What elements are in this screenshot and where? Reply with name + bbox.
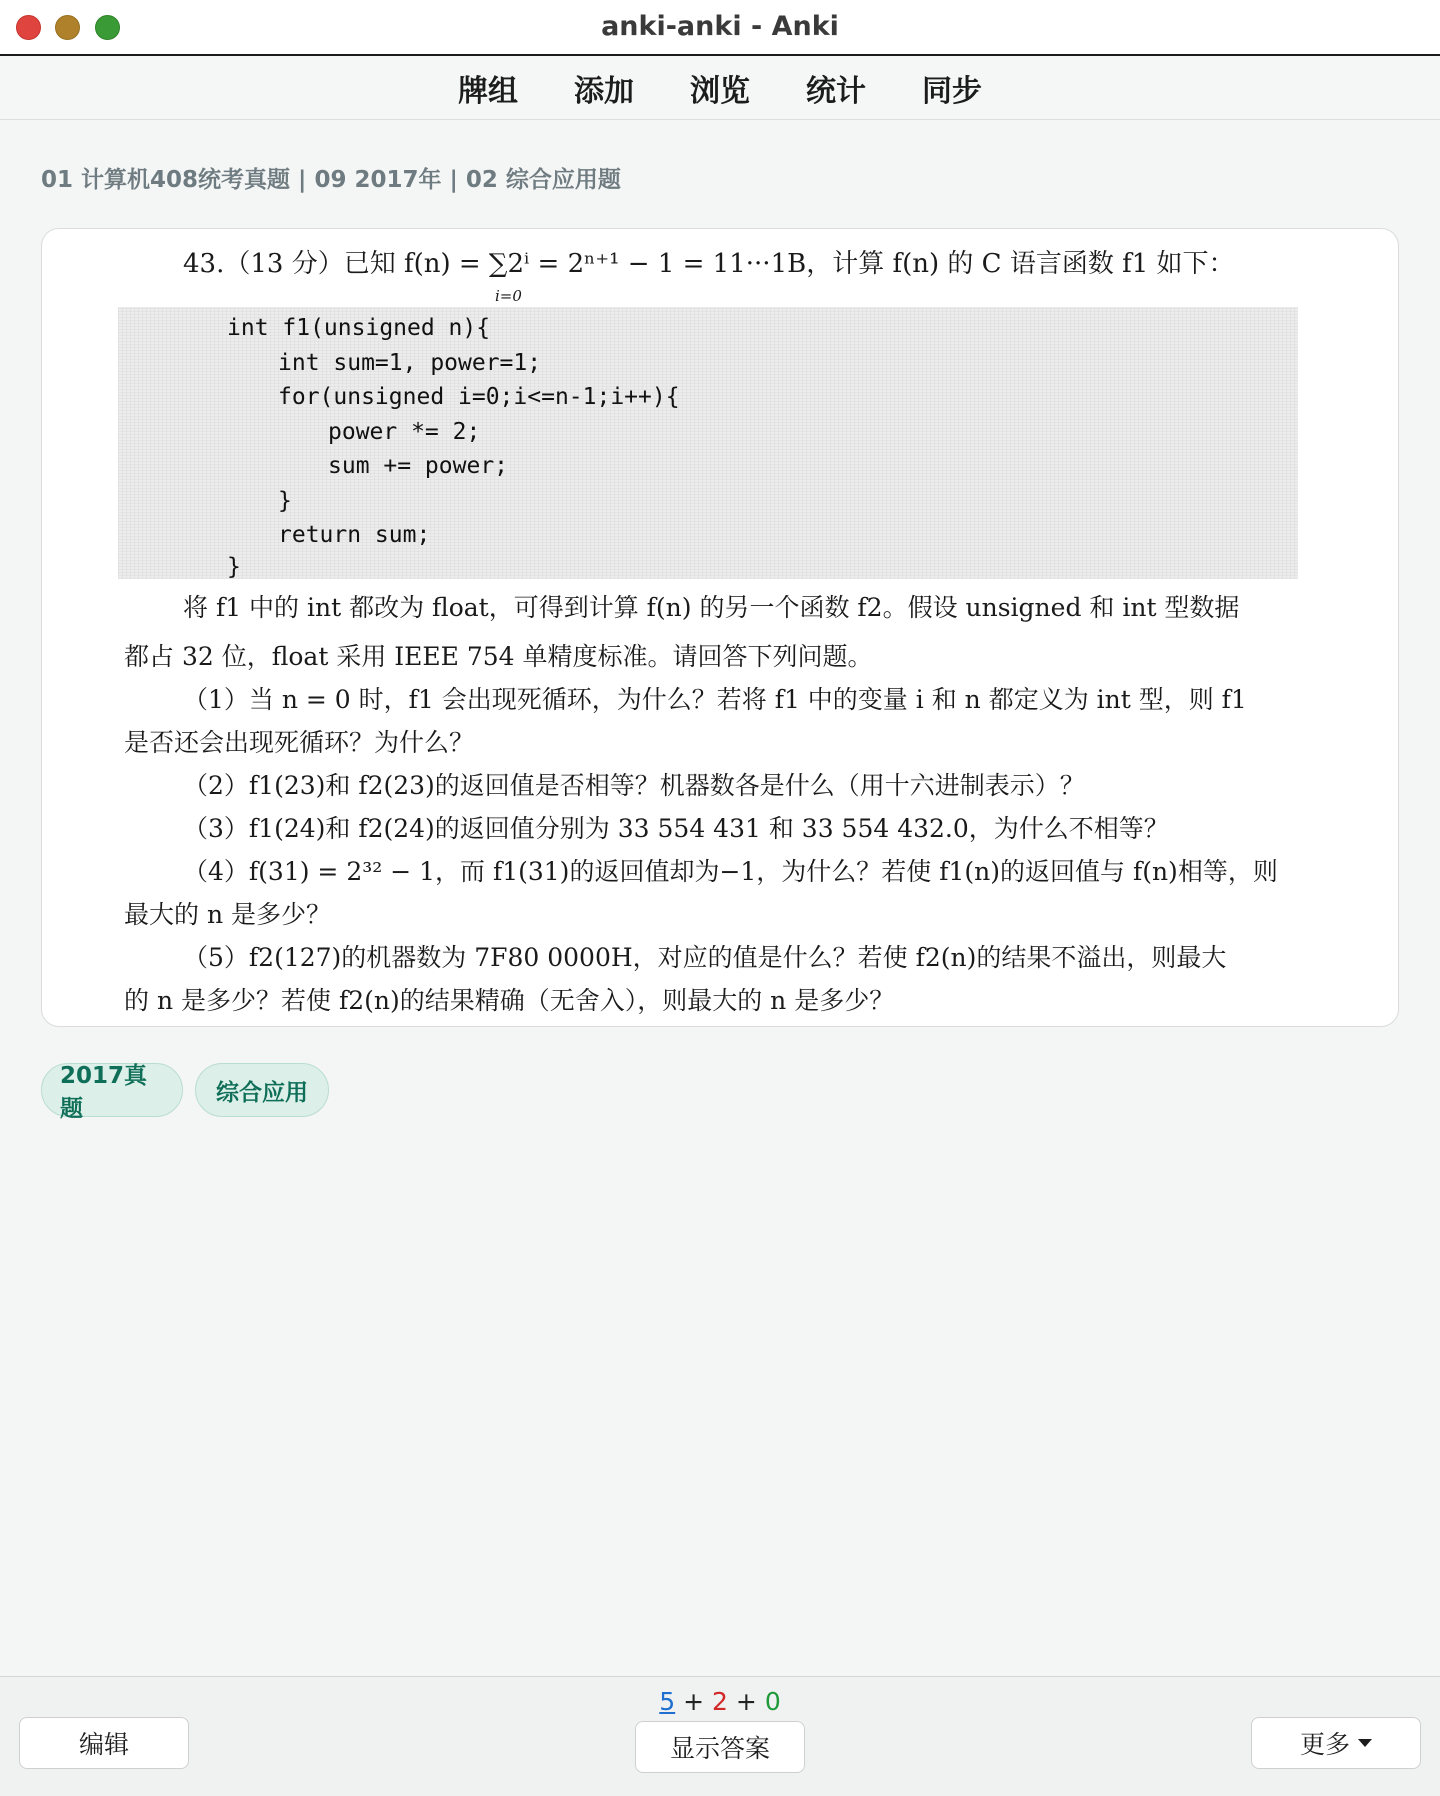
code-line: int f1(unsigned n){ — [227, 315, 491, 341]
count-separator: + — [683, 1687, 705, 1716]
deck-path-breadcrumb: 01 计算机408统考真题 | 09 2017年 | 02 综合应用题 — [41, 167, 621, 193]
window-title: anki-anki - Anki — [601, 11, 839, 42]
more-button-label: 更多 — [1299, 1730, 1350, 1759]
body-line: 的 n 是多少？若使 f2(n)的结果精确（无舍入），则最大的 n 是多少？ — [124, 986, 895, 1015]
sum-subscript: i=0 — [495, 287, 522, 305]
toolbar-tab-browse[interactable]: 浏览 — [690, 73, 750, 109]
toolbar-tab-sync[interactable]: 同步 — [922, 73, 982, 109]
edit-button[interactable] — [19, 1717, 189, 1769]
count-new: 5 — [659, 1687, 676, 1716]
show-answer-button[interactable] — [635, 1721, 805, 1773]
card-question — [41, 228, 1399, 1027]
tag-comprehensive[interactable]: 综合应用 — [195, 1063, 329, 1117]
code-line: int sum=1, power=1; — [278, 350, 542, 376]
body-line: 都占 32 位，float 采用 IEEE 754 单精度标准。请回答下列问题。 — [124, 642, 873, 671]
body-line: 是否还会出现死循环？为什么？ — [124, 728, 475, 757]
toolbar-tab-decks[interactable]: 牌组 — [458, 73, 518, 109]
title-bar — [0, 0, 1440, 56]
code-line: } — [227, 554, 241, 580]
code-line: return sum; — [278, 522, 431, 548]
count-review: 0 — [764, 1687, 781, 1716]
body-line: 将 f1 中的 int 都改为 float，可得到计算 f(n) 的另一个函数 f2。假设 unsigned 和 int 型数据 — [183, 593, 1240, 622]
body-line: （3）f1(24)和 f2(24)的返回值分别为 33 554 431 和 33 554 432.0，为什么不相等？ — [183, 814, 1169, 843]
show-answer-label: 显示答案 — [669, 1734, 770, 1763]
body-line: （1）当 n = 0 时，f1 会出现死循环，为什么？若将 f1 中的变量 i 和 n 都定义为 int 型，则 f1 — [183, 685, 1247, 714]
chevron-down-icon — [1358, 1739, 1372, 1747]
main-toolbar — [0, 56, 1440, 120]
toolbar-tab-add[interactable]: 添加 — [574, 73, 634, 109]
due-counts — [0, 1687, 1440, 1716]
body-line: （5）f2(127)的机器数为 7F80 0000H，对应的值是什么？若使 f2(n)的结果不溢出，则最大 — [183, 943, 1227, 972]
count-separator: + — [735, 1687, 757, 1716]
code-line: } — [278, 488, 292, 514]
code-line: power *= 2; — [328, 419, 481, 445]
toolbar-tab-stats[interactable]: 统计 — [806, 73, 866, 109]
code-line: for(unsigned i=0;i<=n-1;i++){ — [278, 384, 680, 410]
question-header: 43.（13 分）已知 f(n) = ∑2ⁱ = 2ⁿ⁺¹ − 1 = 11···1B，计算 f(n) 的 C 语言函数 f1 如下： — [183, 249, 1235, 279]
code-image — [118, 307, 1298, 579]
edit-button-label: 编辑 — [78, 1730, 129, 1759]
count-learn: 2 — [712, 1687, 728, 1716]
body-line: （4）f(31) = 2³² − 1，而 f1(31)的返回值却为−1，为什么？若使 f1(n)的返回值与 f(n)相等，则 — [183, 857, 1278, 886]
body-line: 最大的 n 是多少？ — [124, 900, 331, 929]
tag-2017[interactable]: 2017真题 — [41, 1063, 183, 1117]
body-line: （2）f1(23)和 f2(23)的返回值是否相等？机器数各是什么（用十六进制表示）？ — [183, 771, 1085, 800]
code-line: sum += power; — [328, 453, 509, 479]
more-button[interactable] — [1251, 1717, 1421, 1769]
